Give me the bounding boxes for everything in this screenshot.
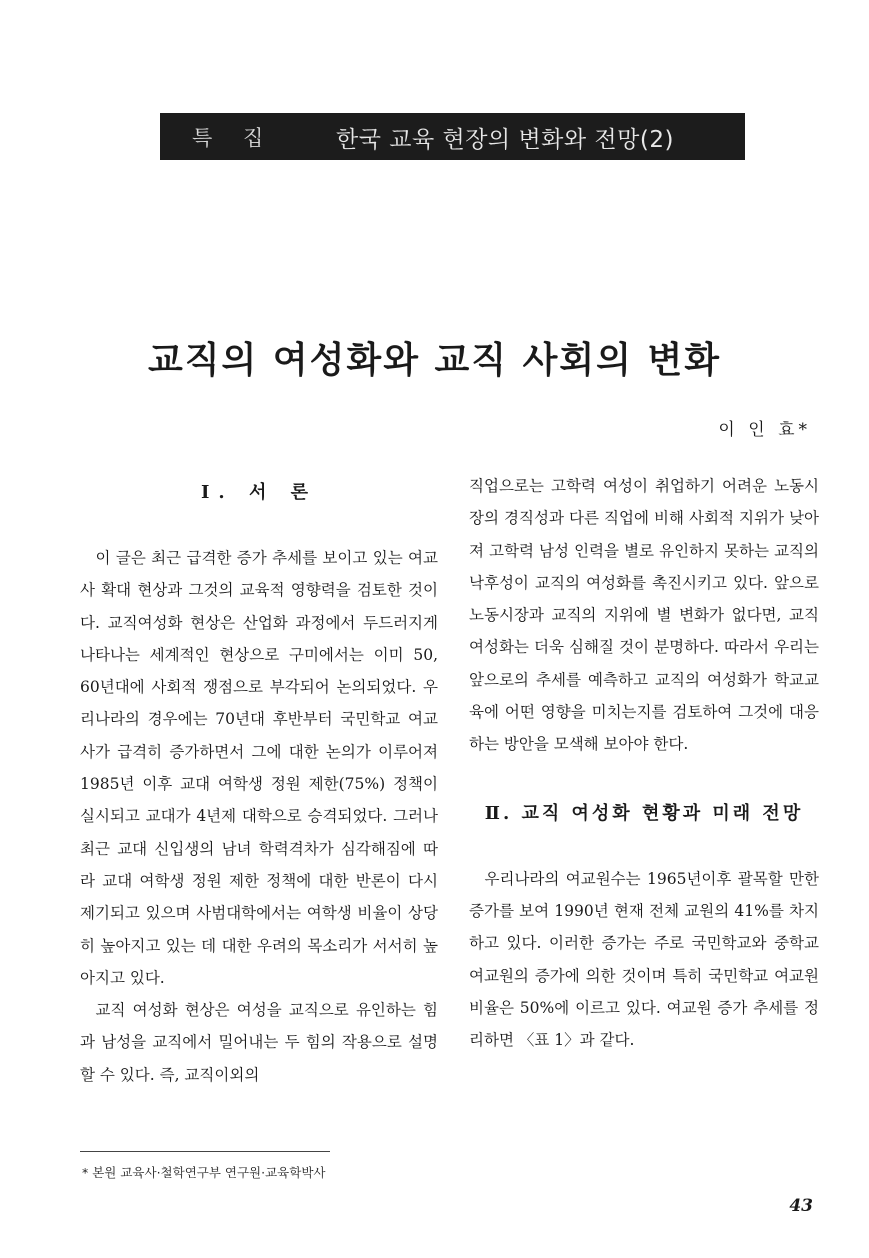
left-column xyxy=(80,470,438,1091)
section-heading-introduction: Ⅰ. 서 론 xyxy=(201,482,317,503)
intro-paragraph-3: 직업으로는 고학력 여성이 취업하기 어려운 노동시장의 경직성과 다른 직업에 비해 사회적 지위가 낮아져 고학력 남성 인력을 별로 유인하지 못하는 교직의 낙후성이 교직의 여성화를 촉진시키고 있다. 앞으로 노동시장과 교직의 지위에 별 변화가 없다면, 교직 여성화는 더욱 심해질 것이 분명하다. 따라서 우리는 앞으로의 추세를 예측하고 교직의 여성화가 학교교육에 어떤 영향을 미치는지를 검토하여 그것에 대응하는 방안을 모색해 보아야 한다. xyxy=(469,477,819,754)
intro-paragraph-2: 교직 여성화 현상은 여성을 교직으로 유인하는 힘과 남성을 교직에서 밀어내는 두 힘의 작용으로 설명할 수 있다. 즉, 교직이외의 xyxy=(80,1001,438,1084)
page-number: 43 xyxy=(789,1196,813,1216)
status-paragraph-1: 우리나라의 여교원수는 1965년이후 괄목할 만한 증가를 보여 1990년 현재 전체 교원의 41%를 차지하고 있다. 이러한 증가는 주로 국민학교와 중학교 여교원의 증가에 의한 것이며 특히 국민학교 여교원 비율은 50%에 이르고 있다. 여교원 증가 추세를 정리하면 〈표 1〉과 같다. xyxy=(469,869,819,1050)
banner-title: 한국 교육 현장의 변화와 전망(2) xyxy=(336,127,674,153)
intro-paragraph-1: 이 글은 최근 급격한 증가 추세를 보이고 있는 여교사 확대 현상과 그것의 교육적 영향력을 검토한 것이다. 교직여성화 현상은 산업화 과정에서 두드러지게 나타나는 세계적인 현상으로 구미에서는 이미 50, 60년대에 사회적 쟁점으로 부각되어 논의되었다. 우리나라의 경우에는 70년대 후반부터 국민학교 여교사가 급격히 증가하면서 그에 대한 논의가 이루어져 1985년 이후 교대 여학생 정원 제한(75%) 정책이 실시되고 교대가 4년제 대학으로 승격되었다. 그러나 최근 교대 신입생의 남녀 학력격차가 심각해짐에 따라 교대 여학생 정원 제한 정책에 대한 반론이 다시 제기되고 있으며 사범대학에서는 여학생 비율이 상당히 높아지고 있는 데 대한 우려의 목소리가 서서히 높아지고 있다. xyxy=(80,549,438,987)
feature-banner xyxy=(160,113,745,160)
section-heading-current-status: Ⅱ. 교직 여성화 현황과 미래 전망 xyxy=(484,802,804,824)
banner-label: 특 집 xyxy=(192,126,276,150)
footnote-rule xyxy=(80,1151,330,1152)
article-title: 교직의 여성화와 교직 사회의 변화 xyxy=(148,339,721,382)
article-author: 이 인 효* xyxy=(718,420,811,440)
right-column xyxy=(469,470,819,1056)
author-footnote: * 본원 교육사·철학연구부 연구원·교육학박사 xyxy=(82,1165,326,1180)
